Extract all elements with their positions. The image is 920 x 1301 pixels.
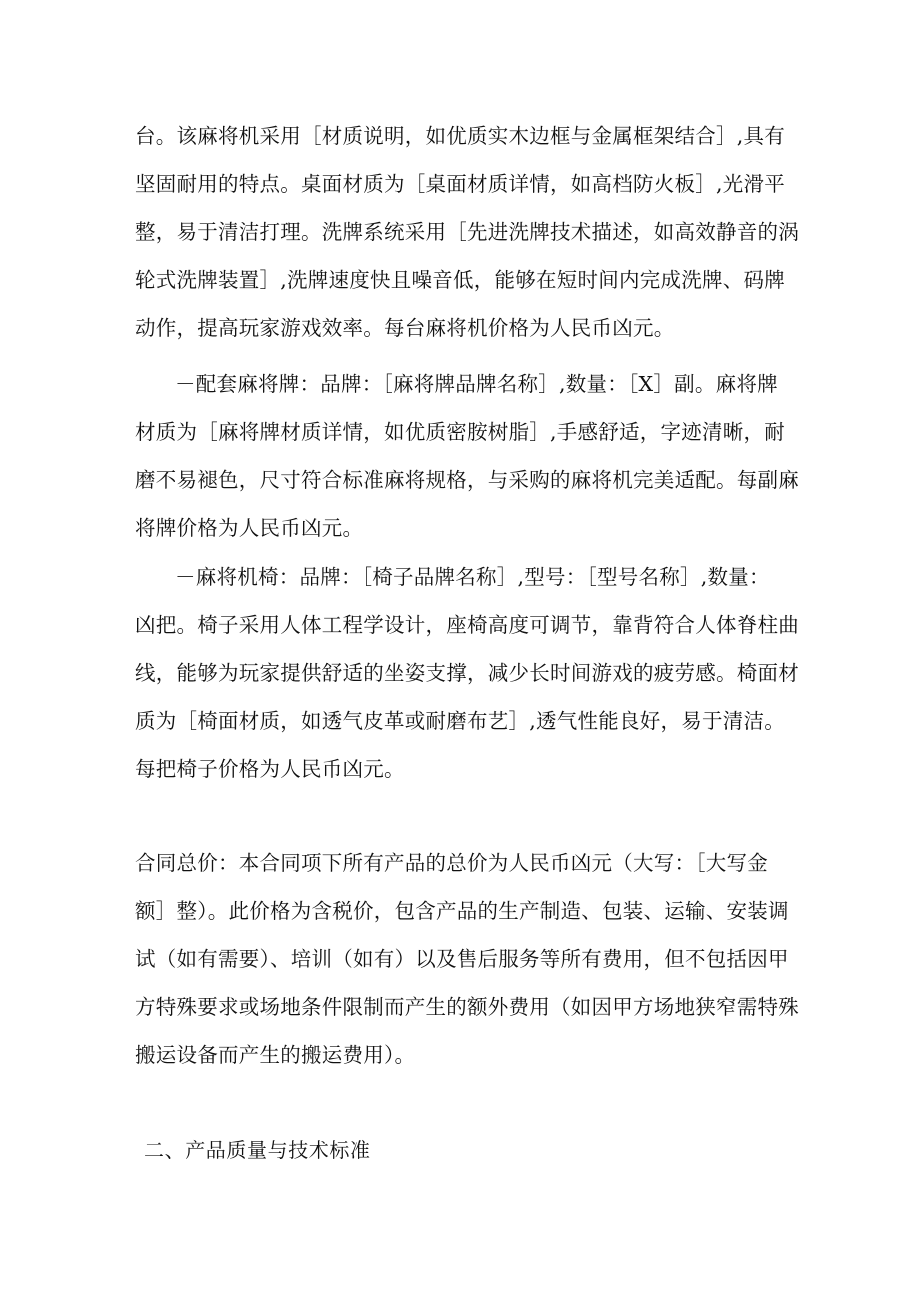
- paragraph-line: 试（如有需要）、培训（如有）以及售后服务等所有费用，但不包括因甲: [135, 947, 789, 971]
- paragraph-line: 轮式洗牌装置］,洗牌速度快且噪音低，能够在短时间内完成洗牌、码牌: [135, 268, 786, 292]
- paragraph-line: 每把椅子价格为人民币凶元。: [135, 757, 405, 781]
- paragraph-line: 线，能够为玩家提供舒适的坐姿支撑，减少长时间游戏的疲劳感。椅面材: [135, 661, 799, 685]
- paragraph-line: 材质为［麻将牌材质详情，如优质密胺树脂］,手感舒适，字迹清晰，耐: [135, 420, 786, 444]
- paragraph-line: 整，易于清洁打理。洗牌系统采用［先进洗牌技术描述，如高效静音的涡: [135, 220, 799, 244]
- paragraph-line: －配套麻将牌：品牌：［麻将牌品牌名称］,数量：［X］副。麻将牌: [175, 372, 778, 396]
- paragraph-line: －麻将机椅：品牌：［椅子品牌名称］,型号：［型号名称］,数量：: [175, 565, 770, 589]
- paragraph-line: 坚固耐用的特点。桌面材质为［桌面材质详情，如高档防火板］,光滑平: [135, 172, 786, 196]
- paragraph-line: 磨不易褪色，尺寸符合标准麻将规格，与采购的麻将机完美适配。每副麻: [135, 468, 799, 492]
- paragraph-line: 将牌价格为人民币凶元。: [135, 516, 364, 540]
- paragraph-line: 方特殊要求或场地条件限制而产生的额外费用（如因甲方场地狭窄需特殊: [135, 995, 799, 1019]
- paragraph-line: 动作，提高玩家游戏效率。每台麻将机价格为人民币凶元。: [135, 316, 675, 340]
- paragraph-line: 合同总价：本合同项下所有产品的总价为人民币凶元（大写：［大写金: [135, 851, 768, 875]
- section-heading: 二、产品质量与技术标准: [144, 1138, 371, 1162]
- paragraph-line: 搬运设备而产生的搬运费用）。: [135, 1043, 416, 1067]
- paragraph-line: 凶把。椅子采用人体工程学设计，座椅高度可调节，靠背符合人体脊柱曲: [135, 613, 799, 637]
- paragraph-line: 台。该麻将机采用［材质说明，如优质实木边框与金属框架结合］,具有: [135, 124, 786, 148]
- paragraph-line: 质为［椅面材质，如透气皮革或耐磨布艺］,透气性能良好，易于清洁。: [135, 709, 786, 733]
- paragraph-line: 额］整）。此价格为含税价，包含产品的生产制造、包装、运输、安装调: [135, 899, 789, 923]
